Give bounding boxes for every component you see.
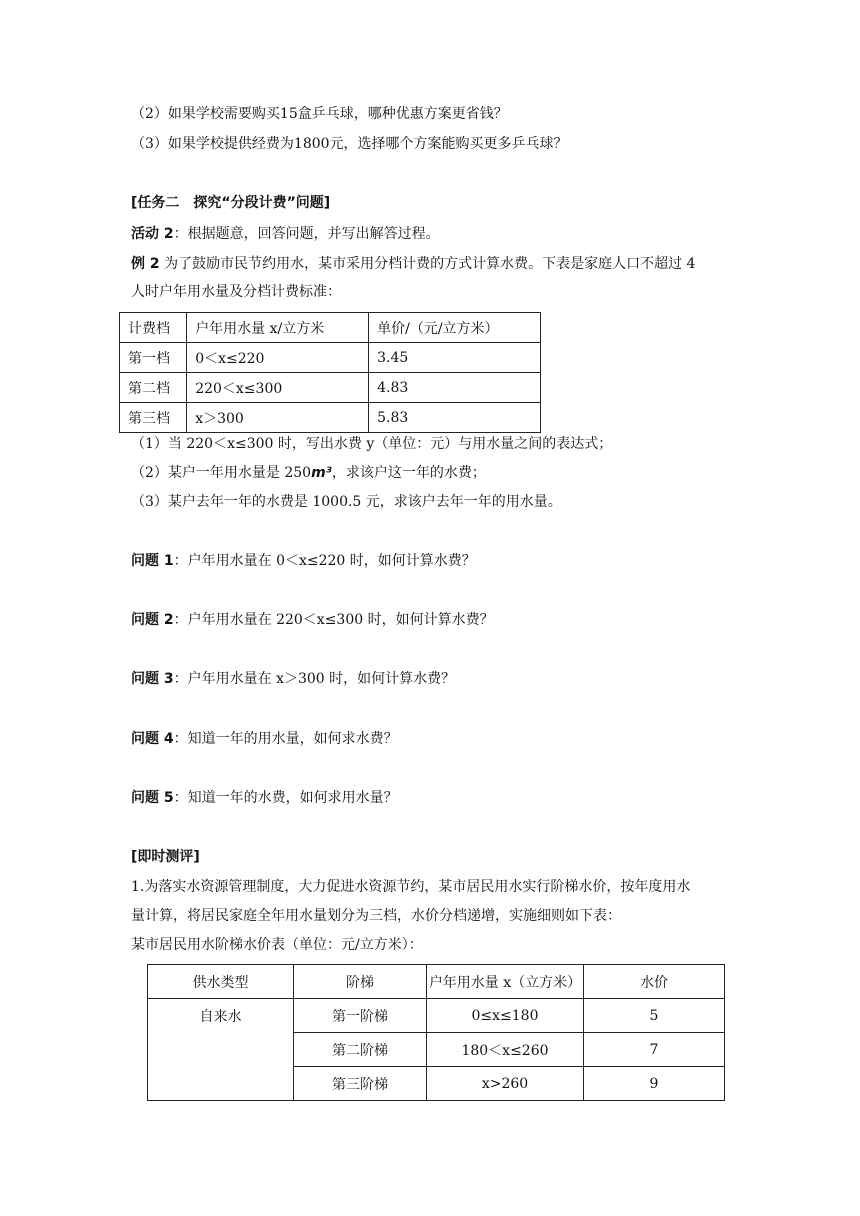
question-label: 问题 3 (131, 671, 174, 687)
example-text-1: 为了鼓励市民节约用水，某市采用分档计费的方式计算水费。下表是家庭人口不超过 4 (159, 256, 696, 272)
table-cell: 4.83 (369, 373, 541, 403)
example-2-line1 (131, 254, 695, 274)
sub2-text-b: ，求该户这一年的水费； (331, 465, 486, 481)
table-row (148, 999, 725, 1033)
table-cell: 180＜x≤260 (427, 1033, 584, 1067)
table-cell: 第一档 (120, 343, 187, 373)
table-header: 水价 (584, 965, 725, 999)
table-cell: x>260 (427, 1067, 584, 1101)
table-header: 计费档 (120, 313, 187, 343)
table-cell: 自来水 (148, 999, 294, 1101)
table-header: 单价/（元/立方米） (369, 313, 541, 343)
activity-text: ：根据题意，回答问题，并写出解答过程。 (173, 226, 440, 242)
fee-table (119, 312, 541, 433)
table-cell: 9 (584, 1067, 725, 1101)
table-cell: 220＜x≤300 (187, 373, 369, 403)
table-header-row (148, 965, 725, 999)
table-cell: 3.45 (369, 343, 541, 373)
table-row (120, 373, 541, 403)
task2-heading: [任务二 探究“分段计费”问题] (131, 195, 331, 211)
sub-question-3: （3）某户去年一年的水费是 1000.5 元，求该户去年一年的用水量。 (131, 494, 562, 510)
table-caption: 某市居民用水阶梯水价表（单位：元/立方米）： (131, 937, 423, 953)
question-label: 问题 2 (131, 612, 174, 628)
question-1 (131, 551, 476, 571)
sub-question-1: （1）当 220＜x≤300 时，写出水费 y（单位：元）与用水量之间的表达式； (131, 436, 613, 452)
table-cell: 5 (584, 999, 725, 1033)
table-cell: 第三阶梯 (294, 1067, 427, 1101)
table-cell: 第二档 (120, 373, 187, 403)
activity-label: 活动 2 (131, 226, 174, 242)
table-row (120, 403, 541, 433)
table-row (120, 343, 541, 373)
table-cell: 5.83 (369, 403, 541, 433)
question-text: ：户年用水量在 x＞300 时，如何计算水费？ (173, 671, 456, 687)
example-label: 例 2 (131, 256, 160, 272)
question-2-text: （2）如果学校需要购买15盒乒乓球，哪种优惠方案更省钱？ (131, 106, 508, 122)
table-cell: 第二阶梯 (294, 1033, 427, 1067)
table-cell: 第一阶梯 (294, 999, 427, 1033)
unit-cubic-meter: m³ (311, 465, 332, 481)
question-text: ：知道一年的水费，如何求用水量？ (173, 790, 398, 806)
question-label: 问题 1 (131, 553, 174, 569)
table-cell: 第三档 (120, 403, 187, 433)
table-header: 供水类型 (148, 965, 294, 999)
table-cell: 0＜x≤220 (187, 343, 369, 373)
table-header-row (120, 313, 541, 343)
question-3-text: （3）如果学校提供经费为1800元，选择哪个方案能购买更多乒乓球？ (131, 136, 568, 152)
question-label: 问题 4 (131, 731, 174, 747)
question-2 (131, 610, 494, 630)
table-cell: 0≤x≤180 (427, 999, 584, 1033)
test-para-line1: 1.为落实水资源管理制度，大力促进水资源节约，某市居民用水实行阶梯水价，按年度用水 (131, 879, 691, 895)
table-cell: 7 (584, 1033, 725, 1067)
question-4 (131, 729, 398, 749)
question-text: ：知道一年的用水量，如何求水费？ (173, 731, 398, 747)
question-3 (131, 669, 455, 689)
sub-question-2 (131, 463, 486, 483)
question-5 (131, 788, 398, 808)
table-cell: x＞300 (187, 403, 369, 433)
sub2-text-a: （2）某户一年用水量是 250 (131, 465, 312, 481)
question-text: ：户年用水量在 220＜x≤300 时，如何计算水费？ (173, 612, 494, 628)
table-header: 户年用水量 x/立方米 (187, 313, 369, 343)
test-heading: [即时测评] (131, 849, 200, 865)
table-header: 阶梯 (294, 965, 427, 999)
table-header: 户年用水量 x（立方米） (427, 965, 584, 999)
question-label: 问题 5 (131, 790, 174, 806)
water-price-table (147, 964, 725, 1101)
example-2-line2: 人时户年用水量及分档计费标准： (131, 284, 341, 300)
question-text: ：户年用水量在 0＜x≤220 时，如何计算水费？ (173, 553, 476, 569)
activity-2-line (131, 224, 440, 244)
test-para-line2: 量计算，将居民家庭全年用水量划分为三档，水价分档递增，实施细则如下表： (131, 908, 621, 924)
